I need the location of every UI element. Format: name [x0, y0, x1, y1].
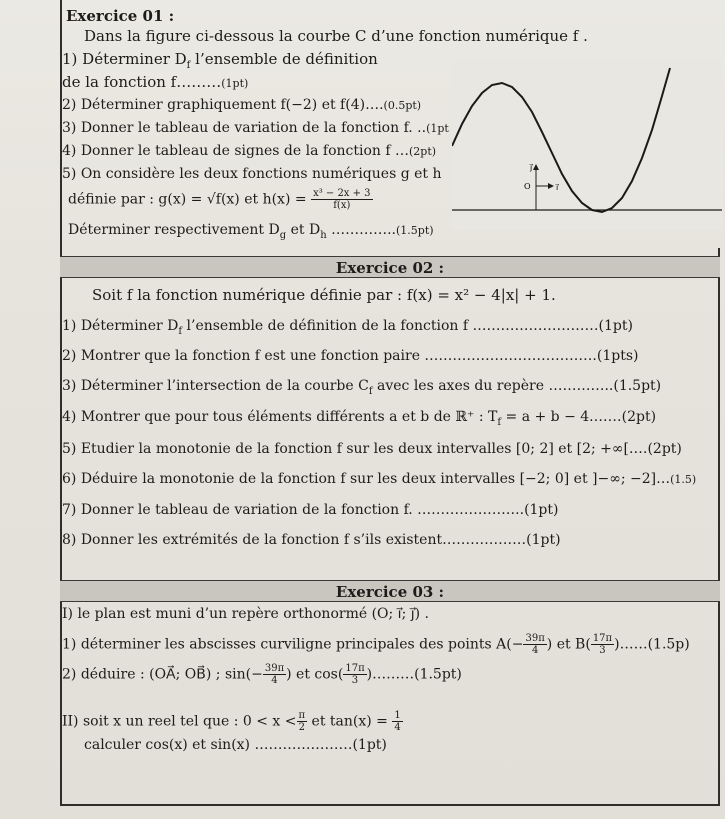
ex3-part1: I) le plan est muni d’un repère orthonormé (O; i⃗; j⃗) .	[62, 606, 429, 622]
ex2-q2	[62, 347, 639, 365]
frame-right	[718, 248, 720, 806]
ex2-q8	[62, 531, 561, 549]
ex2-q5-points: (2pt)	[647, 441, 682, 457]
ex2-q3-text: 3) Déterminer l’intersection de la courbe C	[62, 378, 369, 394]
ex3-part2-text2: et tan(x) =	[307, 713, 388, 730]
ex2-title: Exercice 02 :	[335, 259, 445, 277]
ex3-q1-text: 1) déterminer les abscisses curviligne principales des points A(−	[62, 636, 524, 653]
ex3-part2-frac-tan-num: 1	[394, 710, 401, 721]
ex1-q1-sub: f	[186, 60, 191, 71]
ex1-q1	[62, 50, 378, 75]
ex2-q4	[62, 408, 656, 432]
ex3-q1-points: (1.5p)	[647, 636, 690, 653]
ex1-q2-text: 2) Déterminer graphiquement f(−2) et f(4)….	[62, 97, 384, 113]
ex1-q5-ask-h: h	[320, 229, 327, 241]
ex2-q7-text: 7) Donner le tableau de variation de la fonction f. …………………..	[62, 502, 525, 518]
ex2-q5-text: 5) Etudier la monotonie de la fonction f sur les deux intervalles [0; 2] et [2; +∞[.…	[62, 441, 648, 457]
ex2-q1-text2: l’ensemble de définition de la fonction f ………………………	[182, 318, 599, 334]
ex1-title: Exercice 01 :	[66, 7, 175, 25]
ex3-q2-frac-b-num: 17π	[345, 663, 365, 674]
ex3-q1-frac-b-den: 3	[599, 645, 606, 656]
ex3-part2-frac-pi-num: π	[298, 710, 306, 721]
ex2-q3	[62, 377, 661, 401]
ex1-q5-fraction	[311, 188, 373, 211]
ex3-q2-frac-a-num: 39π	[264, 663, 285, 674]
ex1-q4-text: 4) Donner le tableau de signes de la fonction f …	[62, 143, 409, 159]
ex3-q2-frac-b-den: 3	[351, 675, 359, 686]
ex1-q5-ask-b: et D	[286, 222, 321, 238]
ex1-q1-points: (1pt)	[221, 77, 249, 90]
ex1-q5-ask-a: Déterminer respectivement D	[68, 222, 280, 238]
ex3-q2-text: 2) déduire : (OA⃗; OB⃗) ; sin(−	[62, 666, 263, 683]
ex2-q1-sub: f	[178, 325, 183, 337]
ex3-q2-frac-a-den: 4	[271, 675, 278, 686]
graph-label-i: i⃗	[556, 183, 559, 192]
ex3-q1	[62, 633, 690, 656]
ex1-q5-points: (1.5pt)	[396, 224, 434, 237]
ex2-q3-text2: avec les axes du repère …………..	[372, 378, 614, 394]
ex2-q4-text: 4) Montrer que pour tous éléments différents a et b de ℝ⁺ : T	[62, 409, 498, 425]
ex3-part2-frac-tan-den: 4	[394, 722, 401, 733]
function-graph	[452, 60, 722, 230]
ex3-title: Exercice 03 :	[335, 583, 445, 601]
ex3-calc-text: calculer cos(x) et sin(x) …………………	[84, 737, 353, 753]
ex3-q1-text3: )……	[614, 636, 648, 653]
ex3-calc	[84, 736, 387, 754]
ex2-q2-text: 2) Montrer que la fonction f est une fonction paire ……………………………….	[62, 348, 597, 364]
ex2-q7-points: (1pt)	[524, 502, 559, 518]
ex3-q2-points: (1.5pt)	[414, 666, 462, 683]
ex1-q5-fraction-num: x³ − 2x + 3	[313, 188, 371, 199]
ex1-q5-ask	[68, 221, 434, 245]
ex1-q5-ask-g: g	[279, 229, 287, 241]
ex2-q3-points: (1.5pt)	[613, 378, 662, 394]
ex3-part2-text: II) soit x un reel tel que : 0 < x <	[62, 713, 297, 730]
ex2-q6-text: 6) Déduire la monotonie de la fonction f sur les deux intervalles [−2; 0] et ]−∞; −2]…	[62, 471, 671, 487]
ex3-q2-frac-b	[343, 663, 366, 686]
ex3-part2-frac-pi	[297, 710, 308, 733]
ex1-q1-line2-text: de la fonction f………	[62, 73, 222, 91]
ex3-header	[60, 580, 720, 602]
ex1-q5-definitions	[68, 188, 373, 211]
ex2-q7	[62, 501, 558, 519]
ex3-part2-frac-pi-den: 2	[298, 722, 305, 733]
ex1-q3	[62, 119, 449, 138]
ex2-intro: Soit f la fonction numérique définie par : f(x) = x² − 4|x| + 1.	[92, 286, 556, 304]
ex3-q1-text2: ) et B(	[546, 636, 591, 653]
ex3-q2-frac-a	[263, 663, 286, 686]
ex2-q5	[62, 440, 682, 458]
ex3-q1-frac-a-num: 39π	[525, 633, 545, 644]
ex2-q4-sub: f	[497, 416, 502, 428]
ex2-q6	[62, 470, 696, 489]
ex3-part2	[62, 710, 403, 733]
ex1-q3-points: (1pt	[426, 122, 449, 135]
ex2-q1	[62, 317, 633, 341]
graph-label-o: O	[524, 182, 531, 191]
ex1-q4-points: (2pt)	[409, 145, 437, 158]
ex1-q2	[62, 96, 421, 115]
ex3-q2-text3: )………	[366, 666, 415, 683]
ex2-q1-points: (1pt)	[598, 318, 633, 334]
ex3-calc-points: (1pt)	[352, 737, 387, 753]
ex1-q1-text: 1) Déterminer D	[62, 50, 187, 68]
ex3-part2-frac-tan	[392, 710, 402, 733]
ex1-q4	[62, 142, 436, 161]
ex2-q6-points: (1.5)	[670, 473, 697, 486]
ex2-q4-text2: = a + b − 4.……	[501, 409, 622, 425]
ex1-q1-text2: l’ensemble de définition	[190, 50, 378, 68]
ex3-q1-frac-b-num: 17π	[592, 633, 613, 644]
ex3-q2	[62, 663, 462, 686]
graph-label-j: j⃗	[530, 163, 533, 172]
ex2-q8-text: 8) Donner les extrémités de la fonction f s’ils existent………………	[62, 532, 527, 548]
ex1-q2-points: (0.5pt)	[383, 99, 422, 112]
ex1-intro: Dans la figure ci-dessous la courbe C d’une fonction numérique f .	[84, 27, 588, 45]
ex2-q2-points: (1pts)	[596, 348, 639, 364]
ex1-q5: 5) On considère les deux fonctions numériques g et h	[62, 166, 442, 182]
ex3-q1-frac-a-den: 4	[531, 645, 539, 656]
ex3-q1-frac-b	[591, 633, 614, 656]
ex2-q3-sub: f	[368, 385, 373, 397]
ex2-q4-points: (2pt)	[621, 409, 657, 425]
ex1-q5-def-text: définie par : g(x) = √f(x) et h(x) =	[68, 191, 307, 208]
ex2-header	[60, 256, 720, 278]
ex3-q1-frac-a	[523, 633, 546, 656]
ex1-q5-fraction-den: f(x)	[333, 200, 351, 211]
ex2-q1-text: 1) Déterminer D	[62, 318, 179, 334]
ex3-q2-text2: ) et cos(	[286, 666, 344, 683]
frame-bottom	[60, 804, 720, 806]
ex2-q8-points: (1pt)	[526, 532, 561, 548]
ex1-q5-ask-c: …………..	[326, 222, 397, 238]
ex1-q1-line2	[62, 73, 248, 93]
ex1-q3-text: 3) Donner le tableau de variation de la fonction f. ..	[62, 120, 427, 136]
